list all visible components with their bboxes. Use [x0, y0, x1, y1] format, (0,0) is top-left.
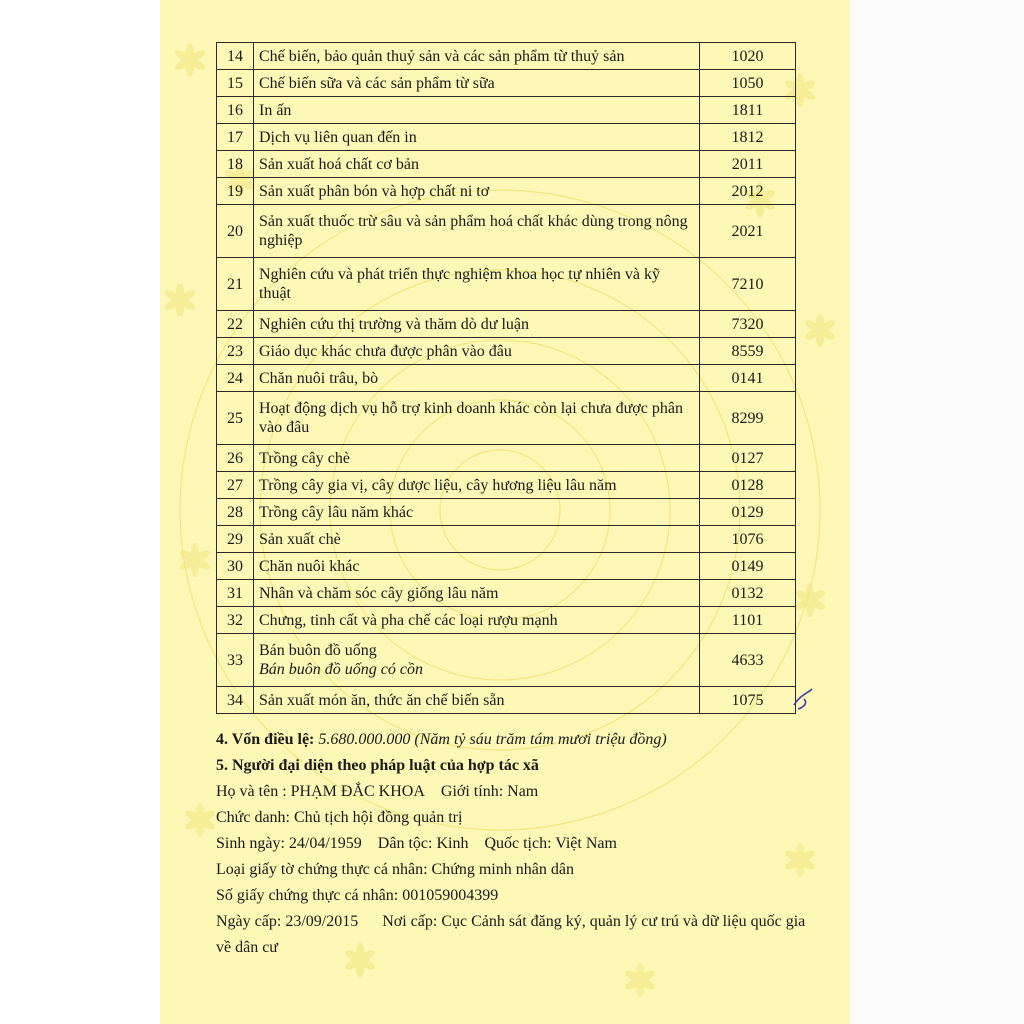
table-row	[217, 472, 796, 499]
table-row	[217, 43, 796, 70]
activity-name	[254, 553, 700, 580]
table-row	[217, 580, 796, 607]
row-number: 27	[217, 472, 254, 499]
capital-line: 4. Vốn điều lệ: 5.680.000.000 (Năm tỷ sáu trăm tám mươi triệu đồng)	[216, 731, 667, 748]
activity-sub-text: Bán buôn đồ uống có cồn	[259, 661, 423, 678]
table-row	[217, 553, 796, 580]
row-number: 25	[217, 392, 254, 445]
activity-name	[254, 607, 700, 634]
table-row	[217, 392, 796, 445]
row-number: 15	[217, 70, 254, 97]
activity-code: 0129	[700, 499, 796, 526]
row-number: 32	[217, 607, 254, 634]
table-row	[217, 687, 796, 714]
birth-line: Sinh ngày: 24/04/1959 Dân tộc: Kinh Quốc tịch: Việt Nam	[216, 835, 617, 852]
activity-name-text: Nghiên cứu và phát triển thực nghiệm khoa học tự nhiên và kỹ thuật	[259, 266, 661, 302]
table-row	[217, 97, 796, 124]
activity-name-text: Trồng cây lâu năm khác	[259, 503, 414, 521]
activity-name	[254, 43, 700, 70]
activity-name	[254, 151, 700, 178]
activity-name	[254, 178, 700, 205]
activity-name	[254, 205, 700, 258]
row-number: 28	[217, 499, 254, 526]
activity-name	[254, 687, 700, 714]
activity-name-text: Nhân và chăm sóc cây giống lâu năm	[259, 584, 499, 602]
activity-code: 1811	[700, 97, 796, 124]
table-row	[217, 151, 796, 178]
activity-code: 2012	[700, 178, 796, 205]
activity-name	[254, 258, 700, 311]
activity-code: 1812	[700, 124, 796, 151]
activity-name-text: In ấn	[259, 101, 292, 119]
activity-name-text: Trồng cây chè	[259, 449, 350, 467]
activity-name-text: Sản xuất hoá chất cơ bản	[259, 155, 419, 173]
activity-name-text: Chăn nuôi trâu, bò	[259, 369, 379, 387]
activity-name-text: Sản xuất chè	[259, 530, 341, 548]
table-row	[217, 178, 796, 205]
activity-name	[254, 499, 700, 526]
activity-name	[254, 472, 700, 499]
activity-code: 0141	[700, 365, 796, 392]
activity-name-text: Nghiên cứu thị trường và thăm dò dư luận	[259, 315, 529, 333]
table-row	[217, 607, 796, 634]
activity-code: 1101	[700, 607, 796, 634]
row-number: 34	[217, 687, 254, 714]
id-number-line: Số giấy chứng thực cá nhân: 001059004399	[216, 887, 499, 904]
activity-name-text: Chế biến, bảo quản thuỷ sản và các sản phẩm từ thuỷ sản	[259, 47, 625, 65]
row-number: 22	[217, 311, 254, 338]
title-line: Chức danh: Chủ tịch hội đồng quản trị	[216, 809, 463, 826]
row-number: 19	[217, 178, 254, 205]
activity-name	[254, 365, 700, 392]
activity-code: 1050	[700, 70, 796, 97]
activity-code: 8299	[700, 392, 796, 445]
activity-code: 7210	[700, 258, 796, 311]
activity-code: 1076	[700, 526, 796, 553]
activity-name	[254, 634, 700, 687]
table-row	[217, 365, 796, 392]
table-row	[217, 205, 796, 258]
coop-info-section	[216, 727, 816, 961]
activity-name	[254, 526, 700, 553]
table-row	[217, 445, 796, 472]
activity-code: 1075	[700, 687, 796, 714]
table-row	[217, 499, 796, 526]
activity-code: 4633	[700, 634, 796, 687]
activity-code: 8559	[700, 338, 796, 365]
table-row	[217, 258, 796, 311]
activity-name-text: Bán buôn đồ uống	[259, 642, 377, 659]
activity-name-text: Chế biến sữa và các sản phẩm từ sữa	[259, 74, 495, 92]
activity-name-text: Chưng, tinh cất và pha chế các loại rượu mạnh	[259, 611, 558, 629]
activity-name	[254, 392, 700, 445]
activity-name-text: Sản xuất món ăn, thức ăn chế biến sẵn	[259, 691, 505, 709]
activity-name-text: Sản xuất phân bón và hợp chất ni tơ	[259, 182, 490, 200]
table-row	[217, 634, 796, 687]
row-number: 16	[217, 97, 254, 124]
activity-code: 0132	[700, 580, 796, 607]
handwritten-initial-mark	[790, 685, 820, 715]
row-number: 17	[217, 124, 254, 151]
activity-code: 0149	[700, 553, 796, 580]
business-code-table	[216, 42, 796, 714]
row-number: 23	[217, 338, 254, 365]
scan-margin	[850, 0, 1024, 1024]
activity-name-text: Dịch vụ liên quan đến in	[259, 128, 417, 146]
row-number: 29	[217, 526, 254, 553]
activity-name	[254, 70, 700, 97]
row-number: 31	[217, 580, 254, 607]
row-number: 18	[217, 151, 254, 178]
activity-name	[254, 580, 700, 607]
activity-name-text: Trồng cây gia vị, cây dược liệu, cây hương liệu lâu năm	[259, 476, 617, 494]
table-row	[217, 311, 796, 338]
table-row	[217, 526, 796, 553]
issue-line: Ngày cấp: 23/09/2015 Nơi cấp: Cục Cảnh sát đăng ký, quản lý cư trú và dữ liệu quốc gia về dân cư	[216, 913, 806, 956]
activity-name-text: Giáo dục khác chưa được phân vào đâu	[259, 342, 512, 360]
representative-heading: 5. Người đại diện theo pháp luật của hợp tác xã	[216, 757, 539, 774]
activity-name-text: Chăn nuôi khác	[259, 557, 360, 575]
activity-code: 0127	[700, 445, 796, 472]
row-number: 24	[217, 365, 254, 392]
activity-name	[254, 97, 700, 124]
row-number: 21	[217, 258, 254, 311]
row-number: 26	[217, 445, 254, 472]
activity-name-text: Hoạt động dịch vụ hỗ trợ kinh doanh khác còn lại chưa được phân vào đâu	[259, 400, 683, 436]
row-number: 33	[217, 634, 254, 687]
activity-code: 1020	[700, 43, 796, 70]
activity-code: 2011	[700, 151, 796, 178]
name-line: Họ và tên : PHẠM ĐẮC KHOA Giới tính: Nam	[216, 783, 539, 800]
activity-code: 7320	[700, 311, 796, 338]
table-row	[217, 338, 796, 365]
table-row	[217, 70, 796, 97]
row-number: 30	[217, 553, 254, 580]
activity-code: 2021	[700, 205, 796, 258]
row-number: 20	[217, 205, 254, 258]
row-number: 14	[217, 43, 254, 70]
activity-name	[254, 311, 700, 338]
activity-code: 0128	[700, 472, 796, 499]
activity-name	[254, 338, 700, 365]
table-row	[217, 124, 796, 151]
id-type-line: Loại giấy tờ chứng thực cá nhân: Chứng minh nhân dân	[216, 861, 574, 878]
activity-name	[254, 124, 700, 151]
activity-name-text: Sản xuất thuốc trừ sâu và sản phẩm hoá chất khác dùng trong nông nghiệp	[259, 213, 688, 249]
activity-name	[254, 445, 700, 472]
